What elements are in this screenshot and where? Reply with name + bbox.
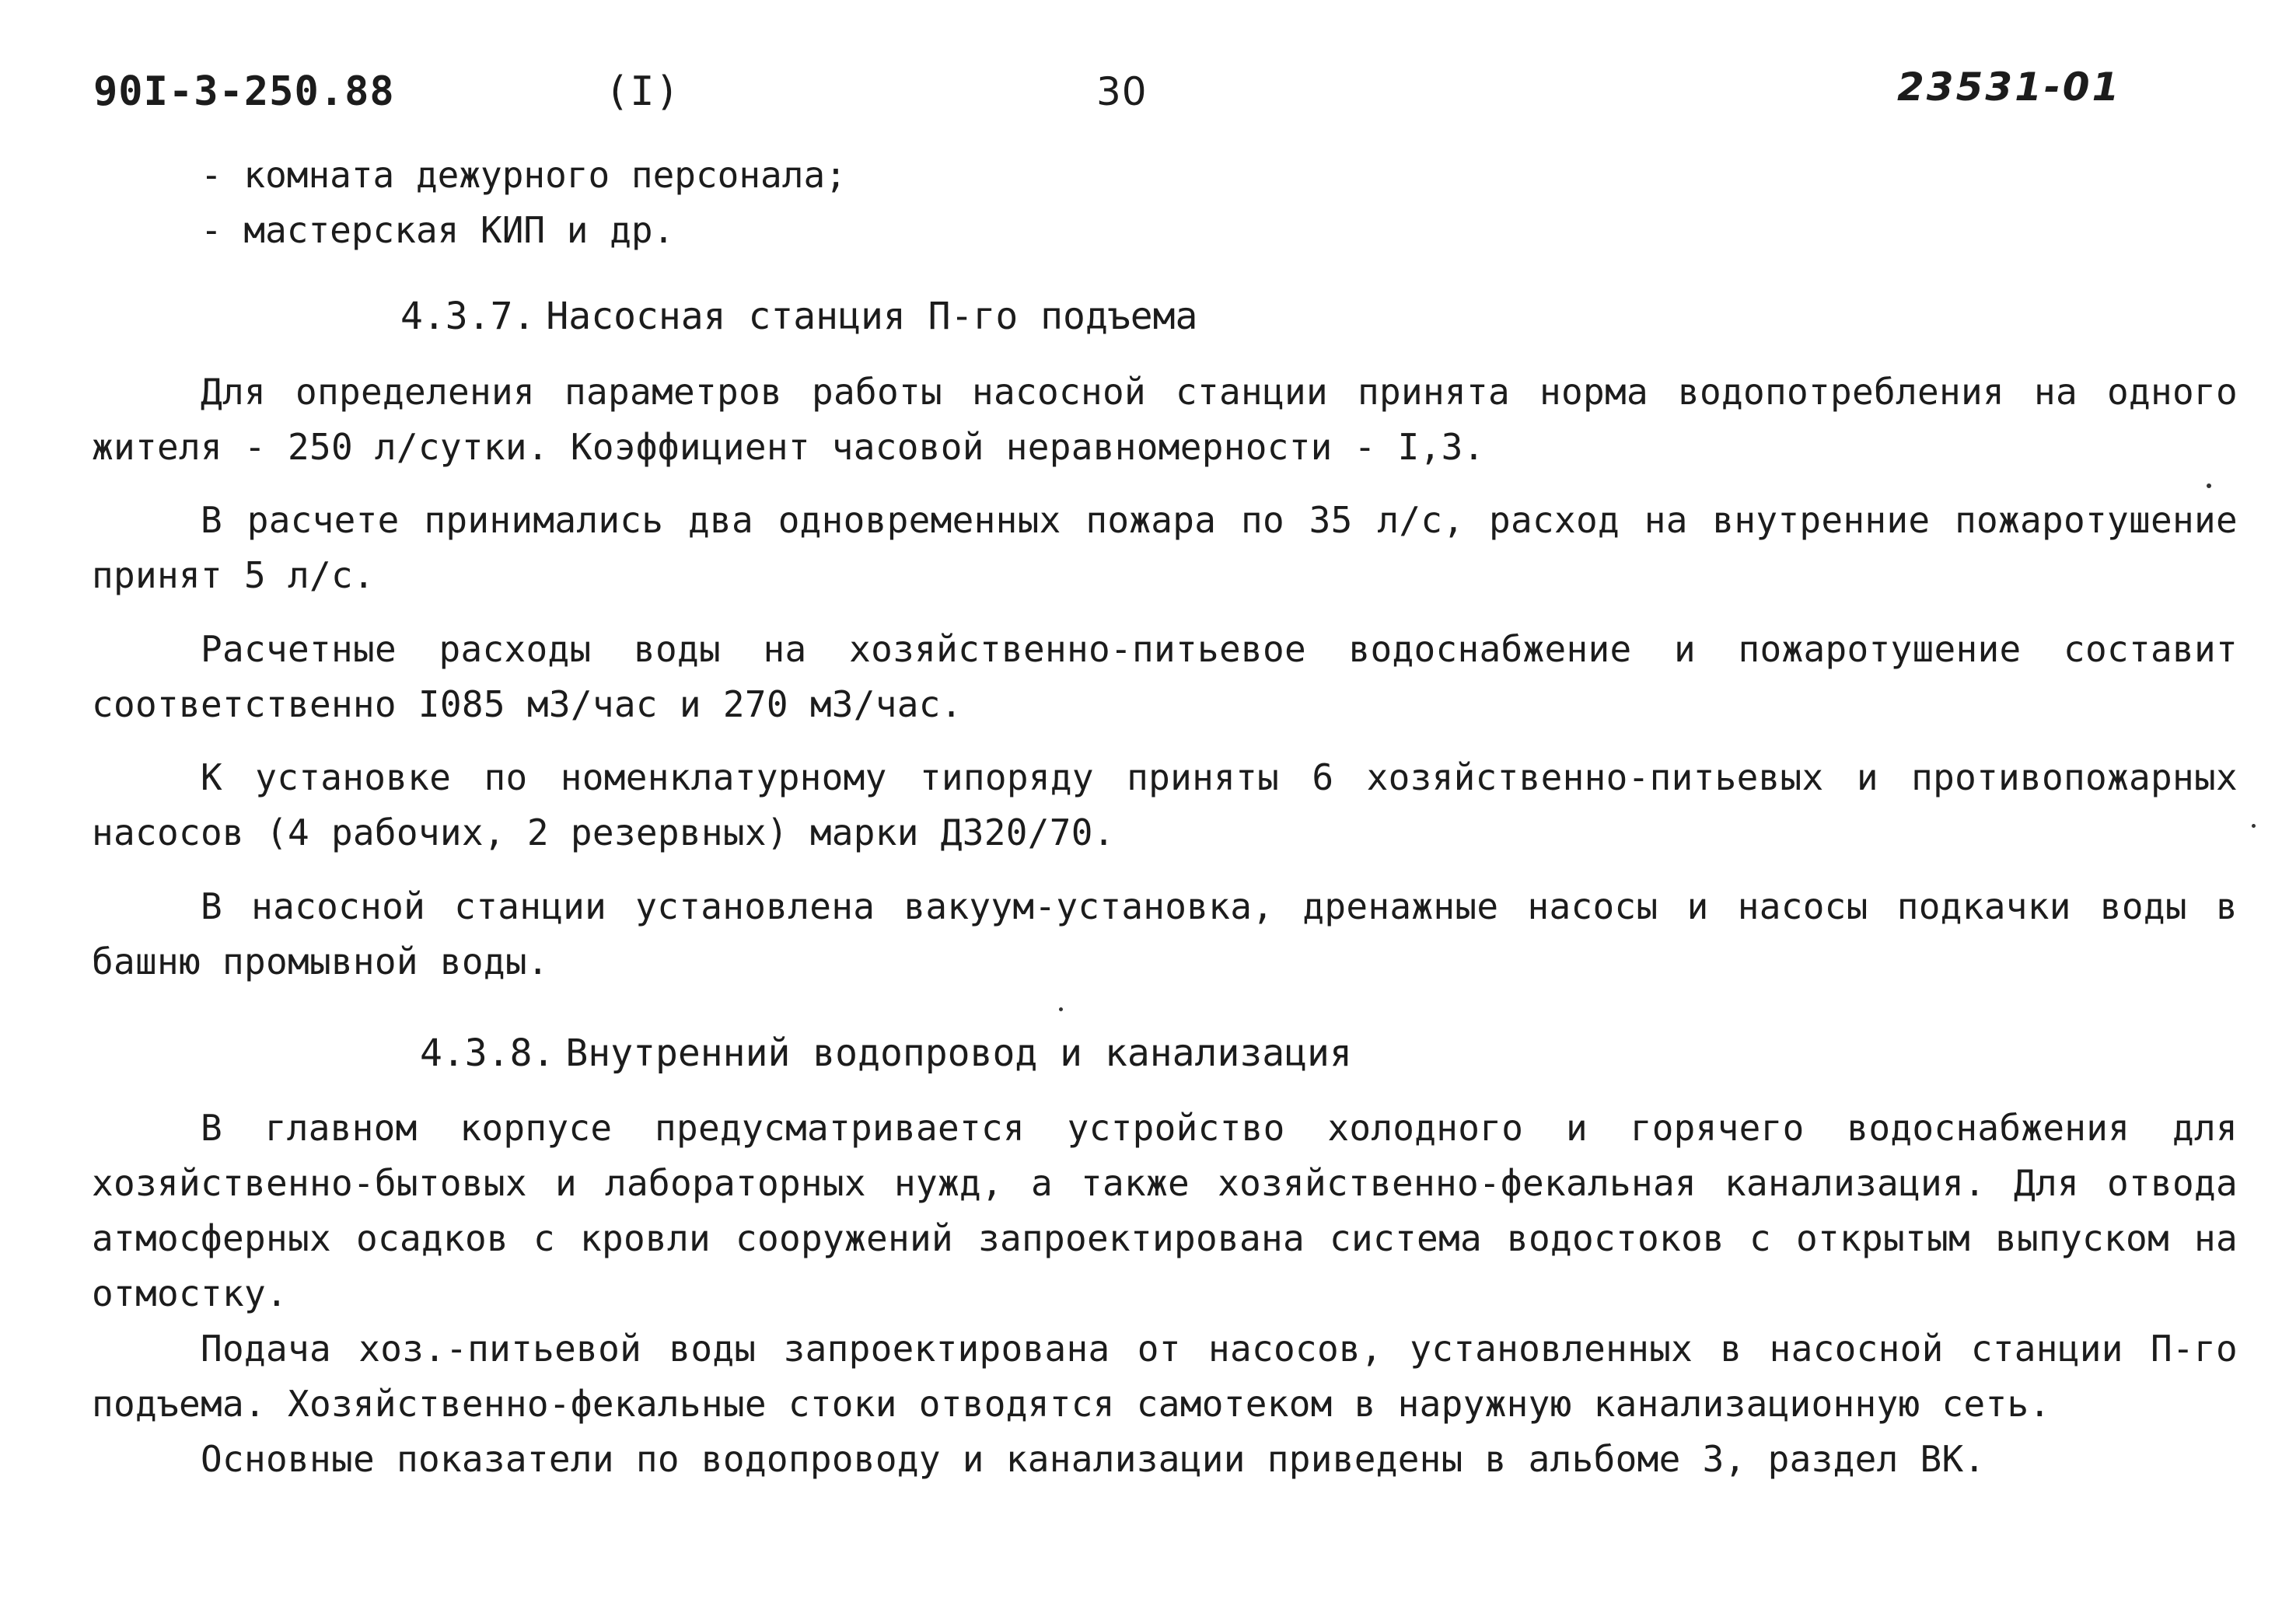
paragraph-text: Подача хоз.-питьевой воды запроектирована от насосов, установленных в насосной станции П-го подъема. Хозяйственно-фекальные стоки отводятся самотеком в наружную канализационную сеть. — [92, 1328, 2238, 1425]
paragraph — [92, 493, 2238, 603]
section-heading-438 — [420, 1026, 1352, 1081]
paragraph-text: Основные показатели по водопроводу и канализации приведены в альбоме 3, раздел ВК. — [201, 1438, 1986, 1480]
section-number: 4.3.8. — [420, 1031, 555, 1075]
list-item: - мастерская КИП и др. — [201, 209, 675, 251]
paragraph — [92, 365, 2238, 475]
paragraph-text: В насосной станции установлена вакуум-установка, дренажные насосы и насосы подкачки воды в башню промывной воды. — [92, 885, 2238, 983]
paragraph-text: В главном корпусе предусматривается устройство холодного и горячего водоснабжения для хозяйственно-бытовых и лабораторных нужд, а также хозяйственно-фекальная канализация. Для отвода атмосферных осадков с кровли сооружений запроектирована система водостоков с открытым выпуском на отмостку. — [92, 1107, 2238, 1314]
section-number: 4.3.7. — [400, 295, 536, 338]
paragraph — [92, 1432, 2238, 1487]
paragraph — [92, 879, 2238, 989]
section-title: Внутренний водопровод и канализация — [565, 1031, 1352, 1075]
paragraph — [92, 750, 2238, 860]
paragraph — [92, 622, 2238, 732]
document-part: (I) — [605, 68, 680, 115]
paragraph-text: Для определения параметров работы насосной станции принята норма водопотребления на одного жителя - 250 л/сутки. Коэффициент часовой неравномерности - I,3. — [92, 371, 2238, 468]
scan-speck — [1059, 1007, 1063, 1011]
paragraph — [92, 1321, 2238, 1432]
scan-speck — [2207, 483, 2211, 488]
paragraph-text: В расчете принимались два одновременных пожара по 35 л/с, расход на внутренние пожаротушение принят 5 л/с. — [92, 499, 2238, 596]
paragraph-text: К установке по номенклатурному типоряду приняты 6 хозяйственно-питьевых и противопожарных насосов (4 рабочих, 2 резервных) марки Д320/70. — [92, 756, 2238, 853]
document-code: 90I-3-250.88 — [93, 68, 395, 115]
paragraph — [92, 1101, 2238, 1321]
section-title: Насосная станция П-го подъема — [546, 295, 1198, 338]
scan-speck — [2252, 824, 2256, 828]
list-item: - комната дежурного персонала; — [201, 154, 847, 196]
paragraph-text: Расчетные расходы воды на хозяйственно-питьевое водоснабжение и пожаротушение составит соответственно I085 м3/час и 270 м3/час. — [92, 628, 2238, 725]
page-number: 30 — [1096, 69, 1148, 114]
handwritten-stamp: 23531-01 — [1897, 65, 2122, 110]
section-heading-437 — [400, 289, 1197, 344]
